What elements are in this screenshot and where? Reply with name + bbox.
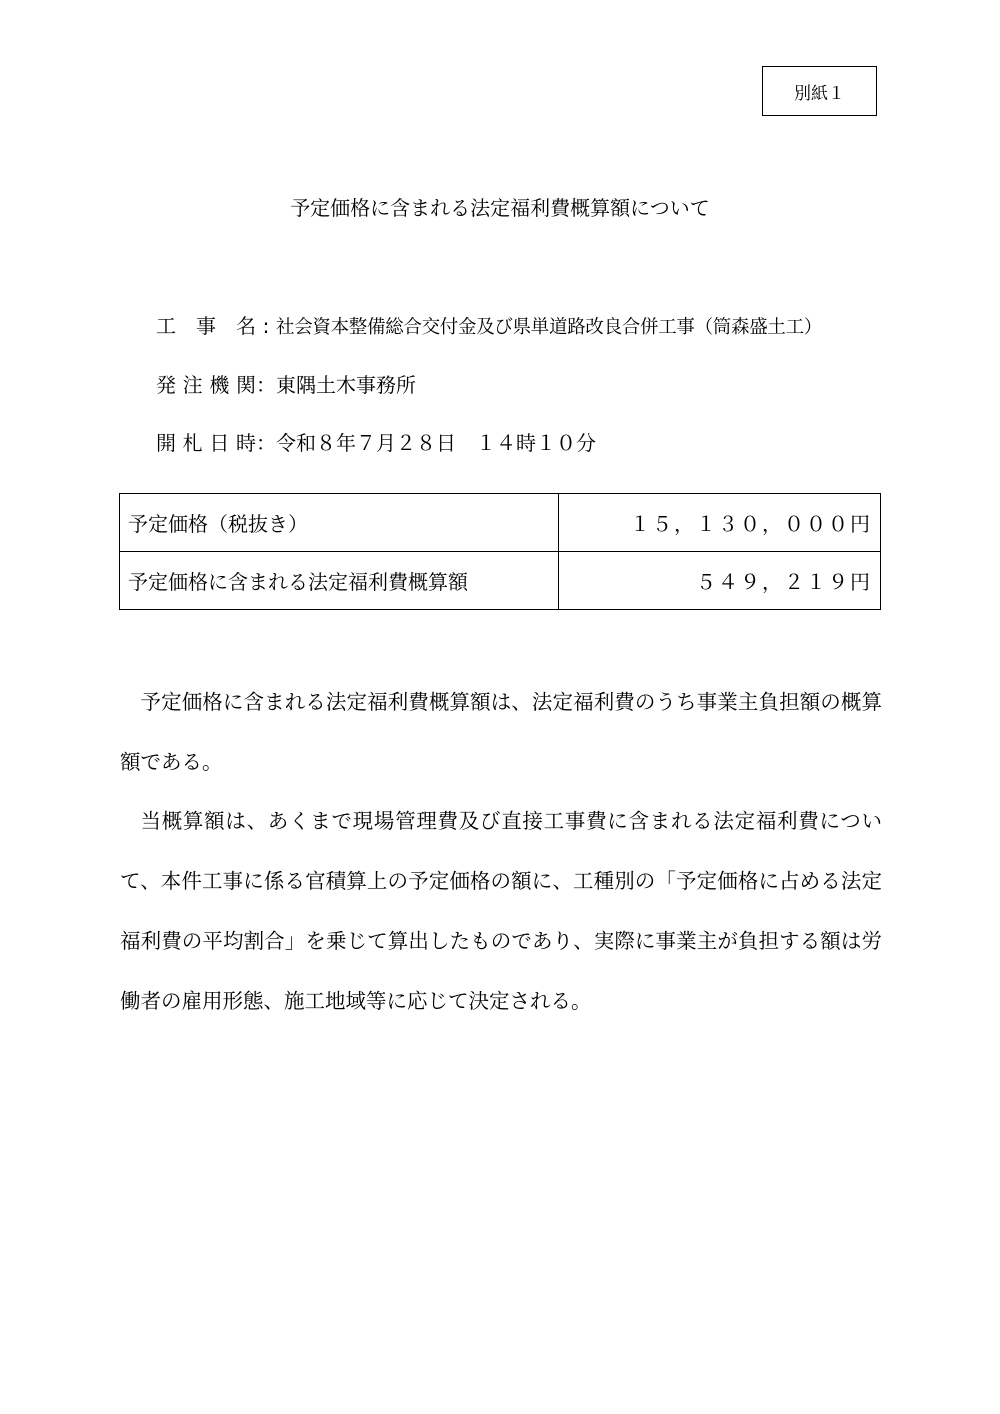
attachment-label: 別紙１ [762,66,877,116]
table-row [120,552,881,610]
price-label-cell: 予定価格（税抜き） [120,494,559,552]
paragraph-definition: 予定価格に含まれる法定福利費概算額は、法定福利費のうち事業主負担額の概算額である。 [120,690,882,774]
paragraph-explanation: 当概算額は、あくまで現場管理費及び直接工事費に含まれる法定福利費について、本件工事に係る官積算上の予定価格の額に、工種別の「予定価格に占める法定福利費の平均割合」を乗じて算出したものであり、実際に事業主が負担する額は労働者の雇用形態、施工地域等に応じて決定される。 [120,809,882,1013]
info-separator: ： [256,373,276,397]
info-row-bid-opening [156,428,596,458]
price-table [119,493,881,610]
document-title: 予定価格に含まれる法定福利費概算額について [290,196,710,220]
info-row-project-name [156,311,822,341]
info-label-bid-opening: 開札日時 [156,431,256,455]
info-label-ordering-agency: 発注機関 [156,373,256,397]
info-label-project-name: 工事名 [156,314,256,338]
info-value-bid-opening: 令和８年７月２８日 １４時１０分 [276,431,596,455]
price-amount-cell: １５，１３０，０００円 [559,494,881,552]
table-row [120,494,881,552]
info-separator: : [262,314,270,338]
info-value-ordering-agency: 東隅土木事務所 [276,373,416,397]
info-row-ordering-agency [156,370,416,400]
info-value-project-name: 社会資本整備総合交付金及び県単道路改良合併工事（筒森盛土工） [276,317,823,338]
welfare-amount-cell: ５４９，２１９円 [559,552,881,610]
info-separator: ： [256,431,276,455]
welfare-label-cell: 予定価格に含まれる法定福利費概算額 [120,552,559,610]
